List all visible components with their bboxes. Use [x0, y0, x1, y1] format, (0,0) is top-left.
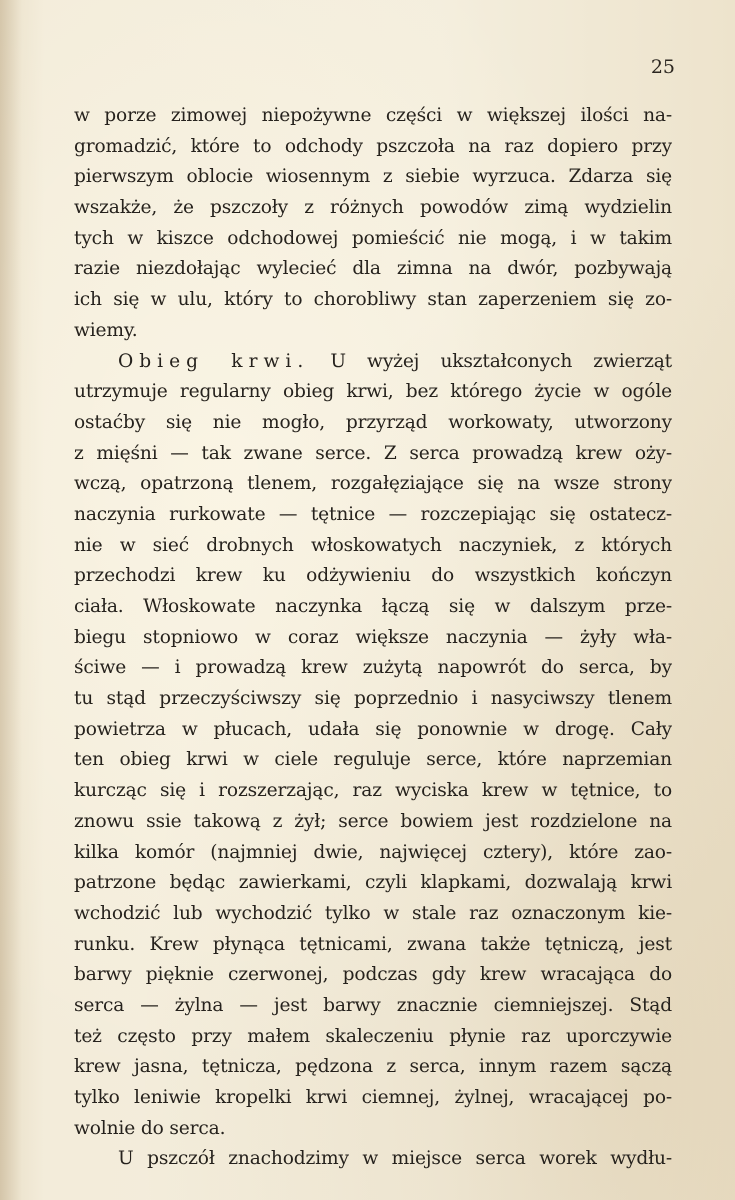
- text-line: z mięśni — tak zwane serce. Z serca prowadzą krew oży-: [74, 442, 672, 464]
- text-line: barwy pięknie czerwonej, podczas gdy krew wracająca do: [74, 964, 672, 986]
- text-line: gromadzić, które to odchody pszczoła na raz dopiero przy: [74, 135, 672, 157]
- text-line: w porze zimowej niepożywne części w większej ilości na-: [74, 105, 672, 126]
- text-line: krew jasna, tętnicza, pędzona z serca, innym razem sączą: [74, 1056, 672, 1078]
- binding-shadow: [0, 0, 22, 1200]
- text-line: U pszczół znachodzimy w miejsce serca worek wydłu-: [118, 1148, 672, 1170]
- body-text: [74, 101, 672, 1175]
- text-line: wolnie do serca.: [74, 1117, 226, 1139]
- text-line: kurcząc się i rozszerzając, raz wyciska krew w tętnice, to: [74, 780, 672, 802]
- text-line: ostaćby się nie mogło, przyrząd workowaty, utworzony: [74, 411, 672, 433]
- text-line: ciała. Włoskowate naczynka łączą się w dalszym prze-: [74, 596, 672, 617]
- section-line-text: U wyżej ukształconych zwierząt: [330, 350, 672, 372]
- text-line: wczą, opatrzoną tlenem, rozgałęziające się na wsze strony: [74, 473, 672, 495]
- text-line: serca — żylna — jest barwy znacznie ciemniejszej. Stąd: [74, 994, 672, 1016]
- text-line: utrzymuje regularny obieg krwi, bez którego życie w ogóle: [74, 381, 672, 403]
- section-line: [74, 347, 672, 378]
- text-line: nie w sieć drobnych włoskowatych naczyniek, z których: [74, 534, 672, 556]
- text-line: tu stąd przeczyściwszy się poprzednio i nasyciwszy tlenem: [74, 688, 672, 710]
- text-line: kilka komór (najmniej dwie, najwięcej cztery), które zao-: [74, 841, 672, 863]
- text-line: tych w kiszce odchodowej pomieścić nie mogą, i w takim: [74, 227, 672, 249]
- text-line: wiemy.: [74, 319, 138, 341]
- text-line: tylko leniwie kropelki krwi ciemnej, żylnej, wracającej po-: [74, 1087, 672, 1108]
- text-line: naczynia rurkowate — tętnice — rozczepiając się ostatecz-: [74, 503, 672, 525]
- text-line: razie niezdołając wylecieć dla zimna na dwór, pozbywają: [74, 258, 672, 280]
- text-line: ich się w ulu, który to chorobliwy stan zaperzeniem się zo-: [74, 289, 672, 311]
- text-line: runku. Krew płynąca tętnicami, zwana także tętniczą, jest: [74, 933, 672, 955]
- text-line: ściwe — i prowadzą krew zużytą napowrót do serca, by: [74, 657, 672, 679]
- text-line: powietrza w płucach, udała się ponownie w drogę. Cały: [74, 718, 672, 740]
- text-line: też często przy małem skaleczeniu płynie raz uporczywie: [74, 1025, 672, 1047]
- page-number: 25: [650, 56, 675, 78]
- text-line: biegu stopniowo w coraz większe naczynia — żyły wła-: [74, 626, 672, 648]
- section-heading: Obieg krwi.: [118, 350, 310, 372]
- text-line: wchodzić lub wychodzić tylko w stale raz oznaczonym kie-: [74, 902, 672, 924]
- text-line: pierwszym oblocie wiosennym z siebie wyrzuca. Zdarza się: [74, 166, 672, 188]
- text-line: patrzone będąc zawierkami, czyli klapkami, dozwalają krwi: [74, 872, 672, 894]
- text-line: wszakże, że pszczoły z różnych powodów zimą wydzielin: [74, 197, 672, 219]
- text-line: przechodzi krew ku odżywieniu do wszystkich kończyn: [74, 565, 672, 587]
- text-line: znowu ssie takową z żył; serce bowiem jest rozdzielone na: [74, 810, 672, 832]
- text-line: ten obieg krwi w ciele reguluje serce, które naprzemian: [74, 749, 672, 771]
